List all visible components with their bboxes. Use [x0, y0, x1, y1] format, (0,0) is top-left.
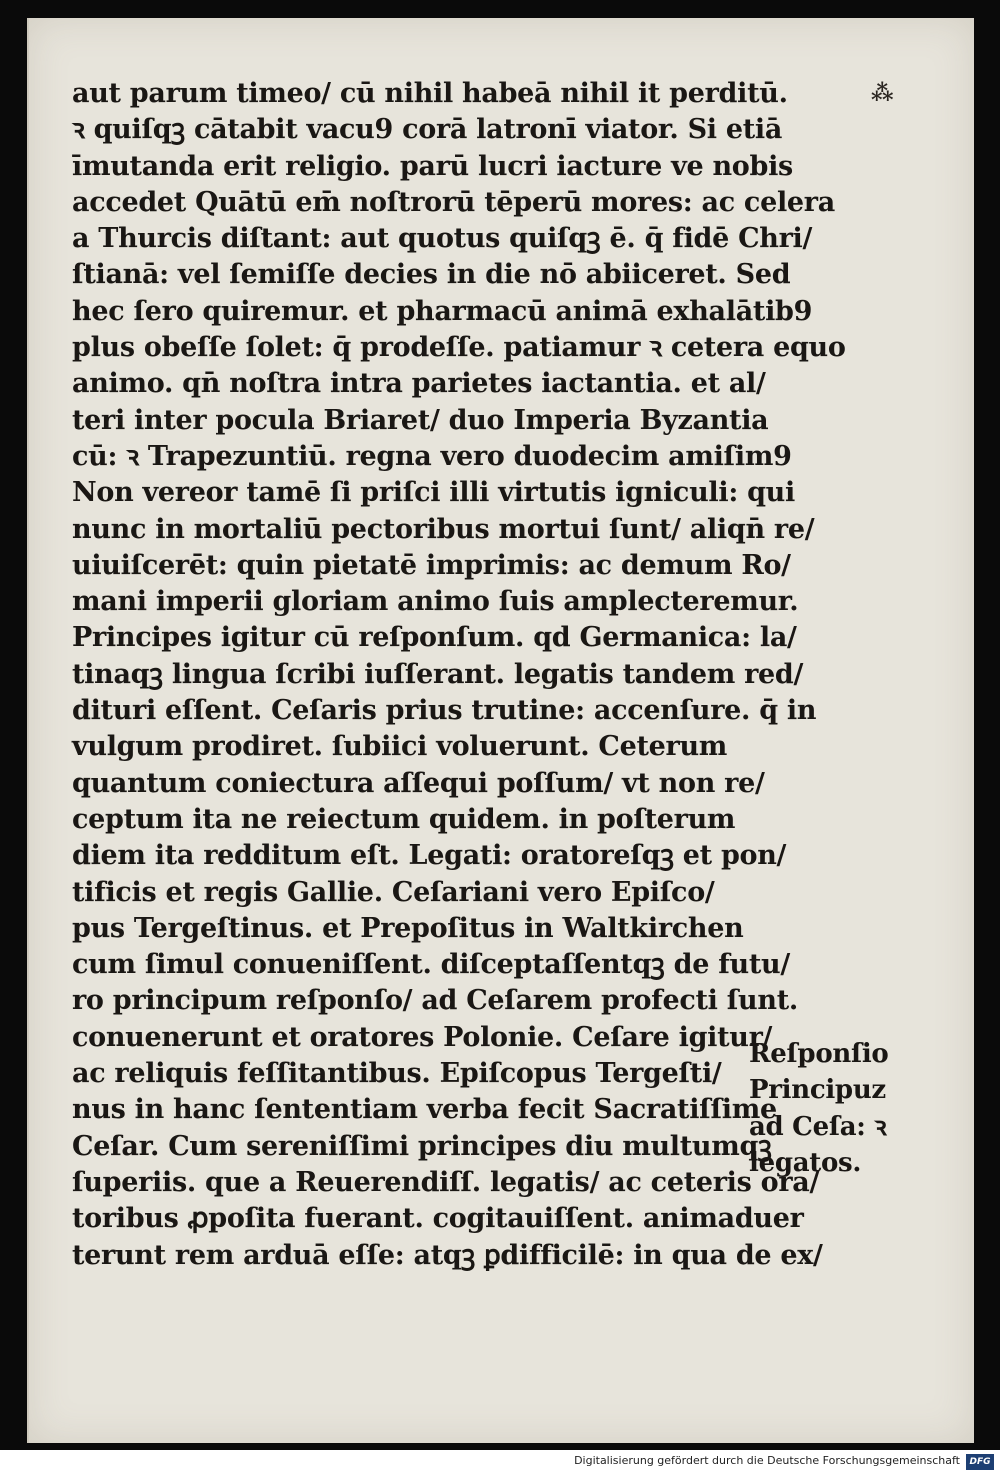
text-line: quantum coniectura aſſequi poſſum/ vt non re/: [72, 767, 765, 799]
text-line: aut parum timeo/ cū nihil habeā nihil it perditū.: [72, 78, 788, 109]
marginal-note-line: Reſponſio: [749, 1039, 889, 1069]
footer-bar: [0, 1450, 1000, 1475]
text-line: ac reliquis feſſitantibus. Epiſcopus Tergeſti/: [72, 1058, 722, 1090]
book-page: [27, 18, 974, 1443]
text-line: teri inter pocula Briaret/ duo Imperia Byzantia: [72, 404, 769, 436]
text-line: pus Tergeſtinus. et Prepoſitus in Waltkirchen: [72, 912, 744, 944]
text-line: accedet Quātū em̄ noſtrorū tēperū mores: ac celera: [72, 186, 835, 218]
dfg-logo-icon: DFG: [966, 1454, 994, 1470]
marginal-note-line: ad Ceſa: ꝛ: [749, 1111, 887, 1142]
text-line: ceptum ita ne reiectum quidem. in poſterum: [72, 803, 736, 835]
text-line: toribus ꝓpoſita fuerant. cogitauiſſent. animaduer: [72, 1203, 804, 1235]
text-line: animo. qn̄ noſtra intra parietes iactantia. et al/: [72, 368, 766, 400]
text-line: mani imperii gloriam animo ſuis amplecteremur.: [72, 586, 799, 618]
text-line: ꝛ quiſqꝫ cātabit vacu9 corā latronī viator. Si etiā: [72, 114, 783, 146]
text-line: tinaqꝫ lingua ſcribi iuſſerant. legatis tandem red/: [72, 658, 804, 690]
funding-credit: Digitalisierung gefördert durch die Deutsche Forschungsgemeinschaft: [574, 1454, 960, 1467]
text-line: nus in hanc ſententiam verba fecit Sacratiſſime: [72, 1094, 777, 1126]
text-line: nunc in mortaliū pectoribus mortui ſunt/ aliqn̄ re/: [72, 513, 815, 545]
text-line: ro principum reſponſo/ ad Ceſarem profecti ſunt.: [72, 985, 798, 1017]
text-line: cū: ꝛ Trapezuntiū. regna vero duodecim amiſim9: [72, 440, 792, 472]
text-line: diem ita redditum eſt. Legati: oratoreſqꝫ et pon/: [72, 840, 787, 872]
marginal-note-line: legatos.: [749, 1147, 862, 1178]
text-line: hec ſero quiremur. et pharmacū animā exhalātib9: [72, 295, 813, 327]
text-line: īmutanda erit religio. parū lucri iacture ve nobis: [72, 150, 793, 182]
text-line: conuenerunt et oratores Polonie. Ceſare igitur/: [72, 1021, 773, 1053]
text-line: cum ſimul conueniſſent. diſceptaſſentqꝫ de futu/: [72, 949, 790, 981]
marginal-note-line: Principuz: [749, 1075, 886, 1106]
text-line: dituri eſſent. Ceſaris prius trutine: accenſure. q̄ in: [72, 695, 817, 727]
text-line: uiuiſcerēt: quin pietatē imprimis: ac demum Ro/: [72, 549, 791, 581]
text-line: tificis et regis Gallie. Ceſariani vero Epiſco/: [72, 876, 715, 908]
text-line: a Thurcis diſtant: aut quotus quiſqꝫ ē. q̄ fidē Chri/: [72, 223, 813, 255]
text-line: plus obeſſe ſolet: q̄ prodeſſe. patiamur ꝛ cetera equo: [72, 332, 846, 364]
marginal-note: [749, 1036, 899, 1181]
text-line: ſuperiis. que a Reuerendiſſ. legatis/ ac ceteris ora/: [72, 1166, 820, 1198]
text-line: Principes igitur cū reſponſum. qd Germanica: la/: [72, 622, 797, 654]
text-line: vulgum prodiret. ſubiici voluerunt. Ceterum: [72, 731, 728, 763]
text-line: ſtianā: vel ſemiſſe decies in die nō abiiceret. Sed: [72, 259, 791, 291]
text-line: Non vereor tamē ſi priſci illi virtutis igniculi: qui: [72, 477, 795, 509]
corner-ornament-mark: ⁂: [871, 80, 894, 106]
text-line: terunt rem arduā eſſe: atqꝫ ꝑdifficilē: in qua de ex/: [72, 1239, 823, 1271]
text-line: Ceſar. Cum sereniſſimi principes diu multumqꝫ: [72, 1130, 772, 1162]
